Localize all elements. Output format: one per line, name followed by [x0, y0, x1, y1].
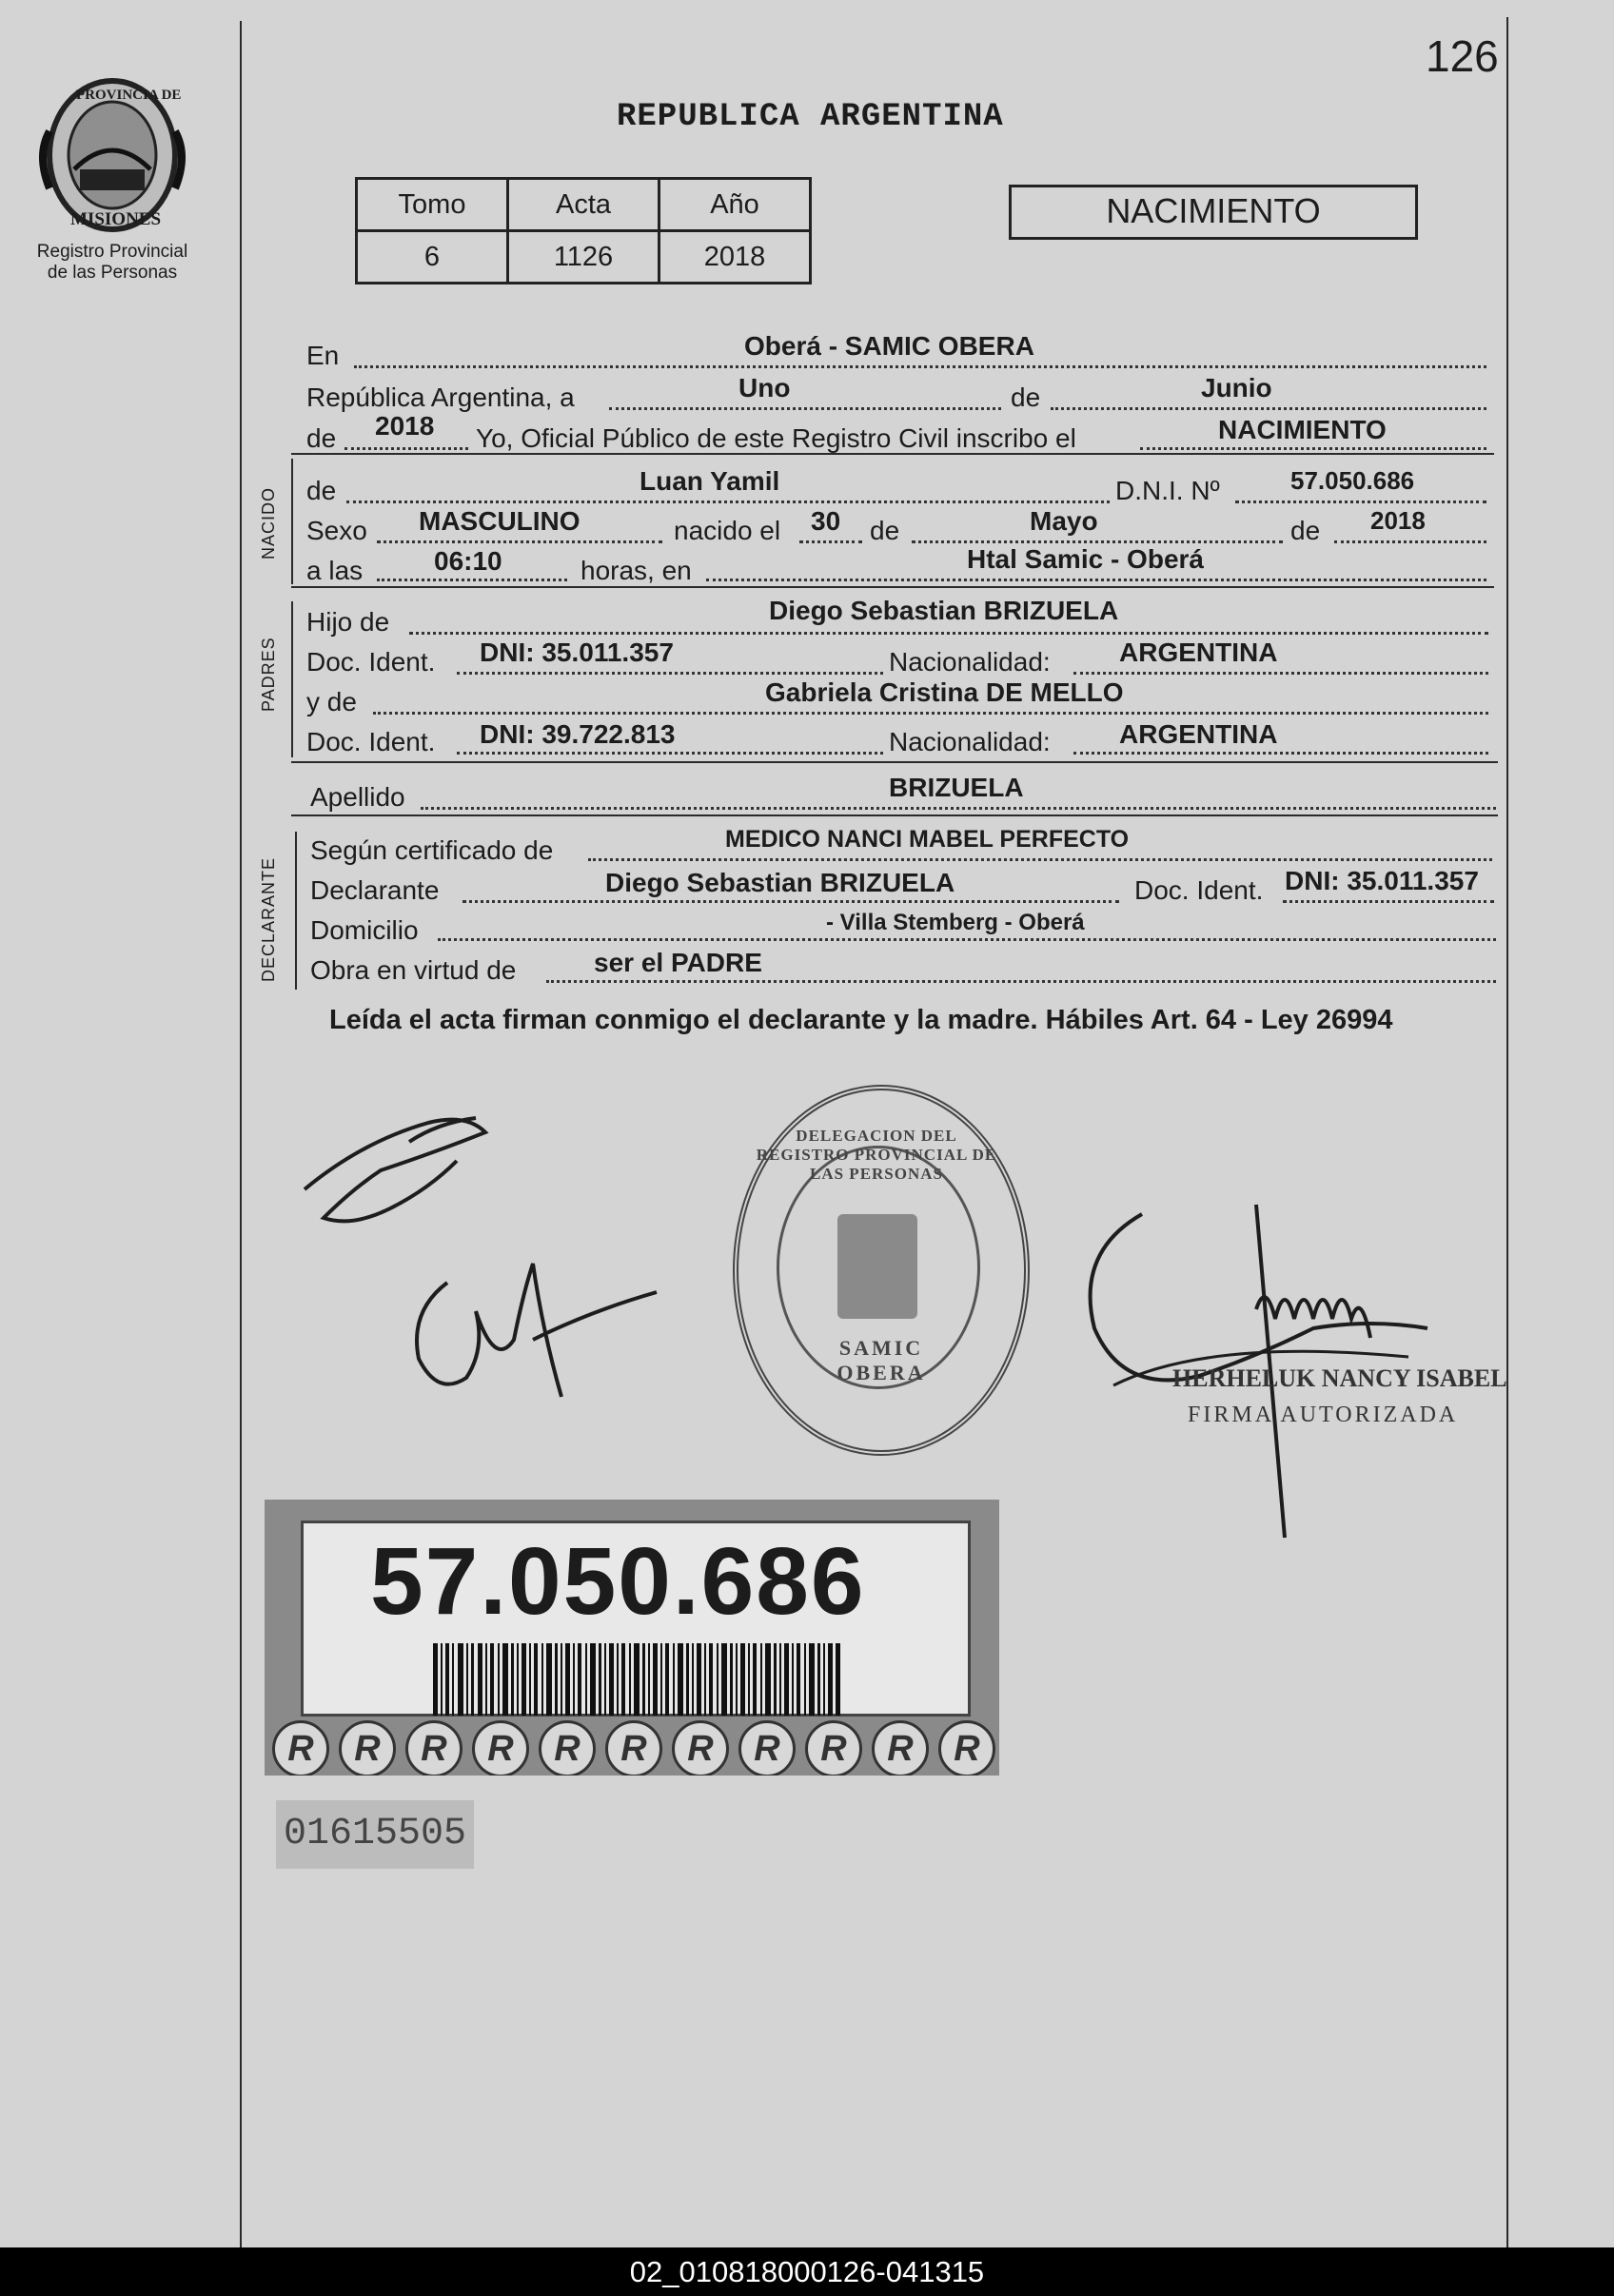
- apellido-label: Apellido: [310, 782, 405, 812]
- declarante-section-label: DECLARANTE: [259, 856, 278, 982]
- hijo-de-label: Hijo de: [306, 607, 390, 637]
- intro-year: 2018: [375, 411, 435, 441]
- declarante-doc: DNI: 35.011.357: [1285, 866, 1479, 895]
- official-name: HERHELUK NANCY ISABEL: [1172, 1364, 1507, 1392]
- dni-dots: [1235, 500, 1486, 503]
- birth-place-dots: [706, 579, 1486, 581]
- official-title: FIRMA AUTORIZADA: [1188, 1403, 1459, 1427]
- domicilio-label: Domicilio: [310, 915, 419, 945]
- province-seal-logo: [36, 74, 188, 236]
- pattern-r-icon: R: [738, 1720, 796, 1776]
- intro-day: Uno: [738, 373, 791, 402]
- control-number: 01615505: [276, 1800, 474, 1869]
- pattern-r-icon: R: [272, 1720, 329, 1776]
- nacido-section-bar: [291, 459, 293, 584]
- apellido-value: BRIZUELA: [889, 773, 1024, 802]
- stamp-inner-text: SAMIC OBERA: [837, 1336, 926, 1384]
- horas-label: horas, en: [581, 556, 692, 585]
- pattern-r-icon: R: [472, 1720, 529, 1776]
- padres-section-label: PADRES: [259, 637, 278, 712]
- declarante-label: Declarante: [310, 875, 440, 905]
- mother-doc-label: Doc. Ident.: [306, 727, 436, 756]
- father-nationality-dots: [1073, 672, 1488, 675]
- declarante-section-bar: [295, 832, 297, 990]
- pattern-r-icon: R: [872, 1720, 929, 1776]
- father-doc-dots: [457, 672, 883, 675]
- inscription-dots: [1140, 447, 1486, 450]
- birth-day-dots: [799, 540, 862, 543]
- footer-code: 02_010818000126-041315: [0, 2247, 1614, 2296]
- declarante-doc-label: Doc. Ident.: [1134, 875, 1264, 905]
- dni-label: D.N.I. Nº: [1115, 476, 1220, 505]
- record-table-value-tomo: 6: [357, 231, 508, 284]
- declarante-dots: [463, 900, 1119, 903]
- father-nationality: ARGENTINA: [1119, 638, 1278, 667]
- day-dots: [609, 407, 1001, 410]
- birth-day: 30: [811, 506, 841, 536]
- birth-place: Htal Samic - Oberá: [967, 544, 1204, 574]
- month-dots: [1051, 407, 1486, 410]
- child-sexo: MASCULINO: [419, 506, 581, 536]
- nacido-el-label: nacido el: [674, 516, 781, 545]
- birth-month-dots: [912, 540, 1283, 543]
- declarante-doc-dots: [1283, 900, 1494, 903]
- record-table-header-tomo: Tomo: [357, 179, 508, 231]
- nacido-de2-label: de: [870, 516, 900, 545]
- name-dots: [346, 500, 1110, 503]
- page-number: 126: [1426, 31, 1499, 81]
- sexo-label: Sexo: [306, 516, 367, 545]
- certificado-value: MEDICO NANCI MABEL PERFECTO: [725, 826, 1130, 853]
- mother-nationality-dots: [1073, 752, 1488, 755]
- seal-text-top: PROVINCIA DE: [76, 88, 182, 103]
- father-name: Diego Sebastian BRIZUELA: [769, 596, 1119, 625]
- pattern-r-icon: R: [605, 1720, 662, 1776]
- intro-de2-label: de: [306, 423, 337, 453]
- apellido-divider: [291, 814, 1498, 816]
- pattern-r-icon: R: [405, 1720, 463, 1776]
- obra-dots: [546, 980, 1496, 983]
- pattern-r-icon: R: [805, 1720, 862, 1776]
- mother-nationality-label: Nacionalidad:: [889, 727, 1051, 756]
- mother-doc: DNI: 39.722.813: [480, 719, 676, 749]
- birth-time: 06:10: [434, 546, 502, 576]
- a-las-label: a las: [306, 556, 364, 585]
- birth-month: Mayo: [1030, 506, 1098, 536]
- mother-doc-dots: [457, 752, 883, 755]
- stamp-center-emblem: [837, 1214, 917, 1319]
- certificado-label: Según certificado de: [310, 835, 554, 865]
- father-dots: [409, 632, 1488, 635]
- logo-caption: [17, 242, 207, 284]
- record-table-header-anio: Año: [659, 179, 811, 231]
- logo-caption-line1: Registro Provincial: [36, 242, 188, 262]
- barcode-number: 57.050.686: [370, 1528, 866, 1635]
- intro-inscription-type: NACIMIENTO: [1218, 415, 1387, 444]
- certificado-dots: [588, 858, 1492, 861]
- nacido-divider: [291, 586, 1494, 588]
- nacido-section-label: NACIDO: [259, 486, 278, 559]
- intro-place: Oberá - SAMIC OBERA: [744, 331, 1034, 361]
- mother-nationality: ARGENTINA: [1119, 719, 1278, 749]
- mother-signature-mark: [400, 1254, 666, 1416]
- seal-text-bottom: MISIONES: [70, 209, 162, 229]
- birth-year: 2018: [1370, 506, 1426, 535]
- left-margin-line: [240, 21, 242, 2247]
- nacido-de-label: de: [306, 476, 337, 505]
- apellido-dots: [421, 807, 1496, 810]
- pattern-r-icon: R: [938, 1720, 995, 1776]
- domicilio-dots: [438, 938, 1496, 941]
- declarante-value: Diego Sebastian BRIZUELA: [605, 868, 955, 897]
- record-table-value-acta: 1126: [508, 231, 659, 284]
- y-de-label: y de: [306, 687, 357, 716]
- pattern-r-icon: R: [539, 1720, 596, 1776]
- barcode-panel: [301, 1521, 971, 1717]
- obra-value: ser el PADRE: [594, 948, 762, 977]
- barcode-bars-icon: [433, 1643, 842, 1716]
- padres-divider: [291, 761, 1498, 763]
- padres-section-bar: [291, 601, 293, 757]
- intro-de-label: de: [1011, 383, 1041, 412]
- stamp-ring-text: DELEGACION DEL REGISTRO PROVINCIAL DE LAS PERSONAS: [756, 1127, 997, 1183]
- registry-stamp: [733, 1085, 1030, 1456]
- oficial-text: Yo, Oficial Público de este Registro Civil inscribo el: [476, 423, 1076, 453]
- father-doc: DNI: 35.011.357: [480, 638, 674, 667]
- mother-dots: [373, 712, 1488, 715]
- child-name: Luan Yamil: [640, 466, 780, 496]
- record-table: [355, 177, 812, 285]
- sexo-dots: [377, 540, 662, 543]
- en-label: En: [306, 341, 340, 370]
- record-type-box: NACIMIENTO: [1009, 185, 1418, 240]
- declarant-signature-mark: [295, 1104, 504, 1237]
- child-dni: 57.050.686: [1290, 466, 1415, 495]
- pattern-r-icon: R: [339, 1720, 396, 1776]
- father-doc-label: Doc. Ident.: [306, 647, 436, 677]
- closing-note: Leída el acta firman conmigo el declarante y la madre. Hábiles Art. 64 - Ley 26994: [329, 1005, 1393, 1035]
- intro-divider: [291, 453, 1494, 455]
- right-margin-line: [1506, 17, 1508, 2247]
- republica-label: República Argentina, a: [306, 383, 575, 412]
- nacido-de3-label: de: [1290, 516, 1321, 545]
- en-dots: [354, 365, 1486, 368]
- logo-caption-line2: de las Personas: [47, 263, 178, 283]
- document-title: REPUBLICA ARGENTINA: [617, 99, 1004, 135]
- obra-label: Obra en virtud de: [310, 955, 517, 985]
- intro-month: Junio: [1201, 373, 1272, 402]
- birth-year-dots: [1334, 540, 1486, 543]
- time-dots: [377, 579, 567, 581]
- pattern-r-icon: R: [672, 1720, 729, 1776]
- domicilio-value: - Villa Stemberg - Oberá: [826, 910, 1085, 935]
- record-table-header-acta: Acta: [508, 179, 659, 231]
- record-table-value-anio: 2018: [659, 231, 811, 284]
- barcode-label: [265, 1500, 999, 1776]
- year-dots: [344, 447, 468, 450]
- father-nationality-label: Nacionalidad:: [889, 647, 1051, 677]
- mother-name: Gabriela Cristina DE MELLO: [765, 677, 1124, 707]
